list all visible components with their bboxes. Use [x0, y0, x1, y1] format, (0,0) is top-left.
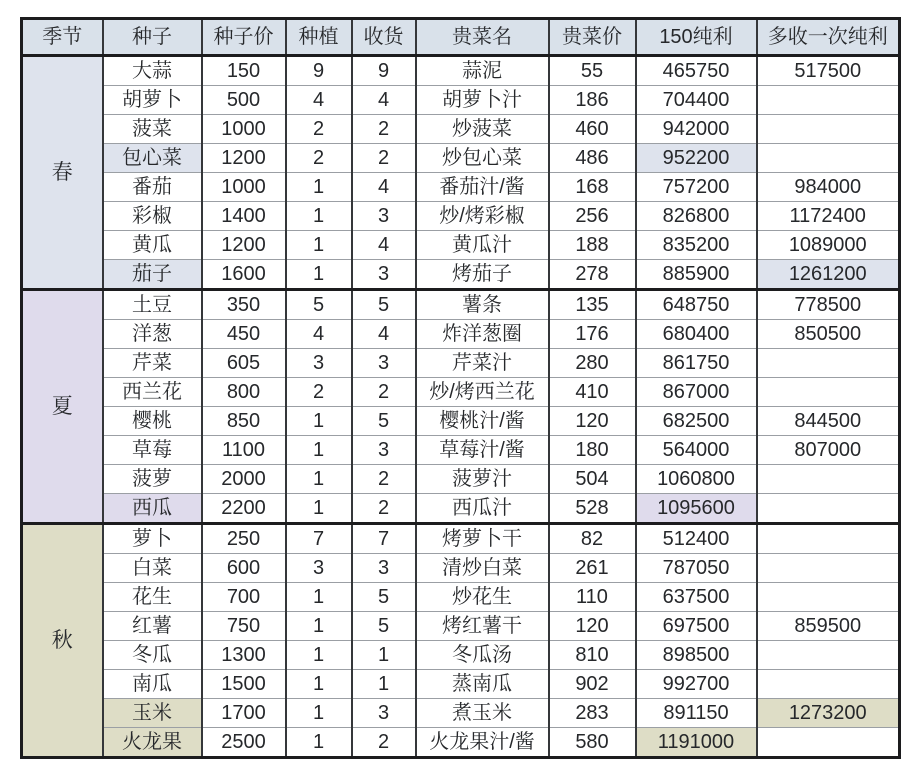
- cell-dish_price: 460: [549, 115, 636, 144]
- cell-dish: 烤萝卜干: [416, 524, 549, 554]
- cell-dish: 烤红薯干: [416, 612, 549, 641]
- cell-dish_price: 110: [549, 583, 636, 612]
- cell-profit150: 835200: [636, 231, 757, 260]
- cell-seed_price: 700: [202, 583, 286, 612]
- cell-seed: 冬瓜: [103, 641, 202, 670]
- cell-extra: [757, 115, 900, 144]
- cell-seed: 胡萝卜: [103, 86, 202, 115]
- cell-plant: 1: [286, 465, 352, 494]
- cell-dish_price: 261: [549, 554, 636, 583]
- cell-harvest: 5: [352, 290, 416, 320]
- table-row-summer-6: [22, 436, 900, 465]
- column-header-season: 季节: [22, 19, 103, 56]
- cell-extra: [757, 728, 900, 758]
- cell-seed: 草莓: [103, 436, 202, 465]
- cell-extra: [757, 670, 900, 699]
- cell-seed: 菠菜: [103, 115, 202, 144]
- cell-plant: 1: [286, 436, 352, 465]
- cell-harvest: 2: [352, 144, 416, 173]
- cell-harvest: 3: [352, 202, 416, 231]
- cell-dish: 草莓汁/酱: [416, 436, 549, 465]
- cell-dish_price: 186: [549, 86, 636, 115]
- cell-extra: 984000: [757, 173, 900, 202]
- column-header-plant: 种植: [286, 19, 352, 56]
- cell-seed_price: 1600: [202, 260, 286, 290]
- table-row-spring-7: [22, 231, 900, 260]
- cell-plant: 1: [286, 231, 352, 260]
- cell-plant: 3: [286, 349, 352, 378]
- cell-seed: 南瓜: [103, 670, 202, 699]
- table-body: [22, 56, 900, 758]
- cell-dish: 蒸南瓜: [416, 670, 549, 699]
- cell-harvest: 4: [352, 320, 416, 349]
- column-header-harvest: 收货: [352, 19, 416, 56]
- cell-seed: 红薯: [103, 612, 202, 641]
- cell-profit150: 992700: [636, 670, 757, 699]
- cell-harvest: 2: [352, 378, 416, 407]
- cell-seed_price: 1400: [202, 202, 286, 231]
- cell-extra: [757, 554, 900, 583]
- cell-extra: 1273200: [757, 699, 900, 728]
- cell-plant: 1: [286, 494, 352, 524]
- cell-harvest: 3: [352, 260, 416, 290]
- cell-dish_price: 486: [549, 144, 636, 173]
- table-row-spring-3: [22, 115, 900, 144]
- cell-harvest: 4: [352, 173, 416, 202]
- cell-harvest: 2: [352, 728, 416, 758]
- cell-seed_price: 1200: [202, 231, 286, 260]
- cell-harvest: 5: [352, 407, 416, 436]
- table-row-summer-4: [22, 378, 900, 407]
- table-row-spring-6: [22, 202, 900, 231]
- season-cell-autumn: 秋: [22, 524, 103, 758]
- cell-seed: 彩椒: [103, 202, 202, 231]
- cell-profit150: 680400: [636, 320, 757, 349]
- cell-plant: 2: [286, 115, 352, 144]
- cell-seed: 菠萝: [103, 465, 202, 494]
- cell-dish_price: 902: [549, 670, 636, 699]
- cell-profit150: 952200: [636, 144, 757, 173]
- column-header-profit150: 150纯利: [636, 19, 757, 56]
- cell-seed_price: 250: [202, 524, 286, 554]
- table-row-spring-2: [22, 86, 900, 115]
- cell-dish: 胡萝卜汁: [416, 86, 549, 115]
- cell-dish_price: 188: [549, 231, 636, 260]
- cell-dish_price: 120: [549, 612, 636, 641]
- cell-seed_price: 750: [202, 612, 286, 641]
- cell-plant: 1: [286, 612, 352, 641]
- cell-seed: 芹菜: [103, 349, 202, 378]
- cell-seed_price: 800: [202, 378, 286, 407]
- cell-plant: 9: [286, 56, 352, 86]
- cell-harvest: 3: [352, 699, 416, 728]
- cell-seed_price: 1500: [202, 670, 286, 699]
- cell-seed_price: 1000: [202, 173, 286, 202]
- cell-dish: 冬瓜汤: [416, 641, 549, 670]
- cell-profit150: 861750: [636, 349, 757, 378]
- crop-profit-table: [20, 17, 901, 759]
- cell-dish_price: 256: [549, 202, 636, 231]
- cell-dish: 芹菜汁: [416, 349, 549, 378]
- column-header-seed_price: 种子价: [202, 19, 286, 56]
- cell-dish: 清炒白菜: [416, 554, 549, 583]
- cell-plant: 7: [286, 524, 352, 554]
- cell-harvest: 5: [352, 583, 416, 612]
- cell-dish: 黄瓜汁: [416, 231, 549, 260]
- cell-plant: 4: [286, 86, 352, 115]
- cell-extra: [757, 583, 900, 612]
- cell-extra: 850500: [757, 320, 900, 349]
- cell-harvest: 3: [352, 349, 416, 378]
- cell-plant: 1: [286, 699, 352, 728]
- cell-extra: 1172400: [757, 202, 900, 231]
- cell-extra: 1089000: [757, 231, 900, 260]
- cell-seed: 包心菜: [103, 144, 202, 173]
- table-row-spring-4: [22, 144, 900, 173]
- table-row-summer-7: [22, 465, 900, 494]
- cell-dish: 炸洋葱圈: [416, 320, 549, 349]
- cell-seed: 洋葱: [103, 320, 202, 349]
- cell-profit150: 891150: [636, 699, 757, 728]
- cell-seed_price: 1100: [202, 436, 286, 465]
- cell-plant: 3: [286, 554, 352, 583]
- table-row-autumn-1: [22, 524, 900, 554]
- cell-plant: 1: [286, 260, 352, 290]
- cell-seed_price: 500: [202, 86, 286, 115]
- cell-harvest: 3: [352, 436, 416, 465]
- column-header-seed: 种子: [103, 19, 202, 56]
- cell-seed: 花生: [103, 583, 202, 612]
- table-row-summer-1: [22, 290, 900, 320]
- cell-profit150: 1095600: [636, 494, 757, 524]
- table-row-summer-5: [22, 407, 900, 436]
- cell-dish: 炒包心菜: [416, 144, 549, 173]
- table-row-summer-8: [22, 494, 900, 524]
- cell-dish_price: 135: [549, 290, 636, 320]
- cell-dish_price: 410: [549, 378, 636, 407]
- column-header-dish: 贵菜名: [416, 19, 549, 56]
- cell-harvest: 4: [352, 231, 416, 260]
- cell-extra: [757, 349, 900, 378]
- cell-plant: 1: [286, 670, 352, 699]
- cell-seed_price: 2500: [202, 728, 286, 758]
- cell-dish: 炒/烤西兰花: [416, 378, 549, 407]
- cell-seed: 玉米: [103, 699, 202, 728]
- cell-seed_price: 850: [202, 407, 286, 436]
- cell-plant: 5: [286, 290, 352, 320]
- cell-profit150: 826800: [636, 202, 757, 231]
- table-row-summer-2: [22, 320, 900, 349]
- season-cell-summer: 夏: [22, 290, 103, 524]
- cell-seed: 土豆: [103, 290, 202, 320]
- cell-plant: 1: [286, 641, 352, 670]
- cell-harvest: 2: [352, 494, 416, 524]
- cell-dish_price: 120: [549, 407, 636, 436]
- cell-seed_price: 600: [202, 554, 286, 583]
- cell-harvest: 4: [352, 86, 416, 115]
- cell-harvest: 9: [352, 56, 416, 86]
- cell-seed: 樱桃: [103, 407, 202, 436]
- cell-extra: 844500: [757, 407, 900, 436]
- cell-dish: 番茄汁/酱: [416, 173, 549, 202]
- cell-harvest: 3: [352, 554, 416, 583]
- cell-dish_price: 278: [549, 260, 636, 290]
- cell-harvest: 1: [352, 670, 416, 699]
- cell-plant: 2: [286, 378, 352, 407]
- cell-seed: 白菜: [103, 554, 202, 583]
- cell-profit150: 942000: [636, 115, 757, 144]
- cell-profit150: 682500: [636, 407, 757, 436]
- table-row-autumn-4: [22, 612, 900, 641]
- cell-extra: [757, 144, 900, 173]
- cell-seed_price: 1300: [202, 641, 286, 670]
- cell-seed_price: 605: [202, 349, 286, 378]
- cell-profit150: 898500: [636, 641, 757, 670]
- cell-extra: 1261200: [757, 260, 900, 290]
- table-row-autumn-3: [22, 583, 900, 612]
- table-row-spring-8: [22, 260, 900, 290]
- cell-profit150: 697500: [636, 612, 757, 641]
- table-header: [22, 19, 900, 56]
- cell-extra: 807000: [757, 436, 900, 465]
- cell-extra: 778500: [757, 290, 900, 320]
- cell-profit150: 787050: [636, 554, 757, 583]
- cell-seed: 西瓜: [103, 494, 202, 524]
- cell-extra: [757, 378, 900, 407]
- cell-dish: 烤茄子: [416, 260, 549, 290]
- table-row-autumn-8: [22, 728, 900, 758]
- table-row-autumn-6: [22, 670, 900, 699]
- cell-plant: 2: [286, 144, 352, 173]
- table-row-spring-5: [22, 173, 900, 202]
- cell-dish_price: 810: [549, 641, 636, 670]
- cell-seed: 大蒜: [103, 56, 202, 86]
- cell-seed: 茄子: [103, 260, 202, 290]
- header-row: [22, 19, 900, 56]
- cell-profit150: 564000: [636, 436, 757, 465]
- cell-dish_price: 176: [549, 320, 636, 349]
- table-row-autumn-5: [22, 641, 900, 670]
- cell-extra: [757, 494, 900, 524]
- cell-seed_price: 2000: [202, 465, 286, 494]
- cell-dish: 炒菠菜: [416, 115, 549, 144]
- cell-profit150: 648750: [636, 290, 757, 320]
- cell-dish: 蒜泥: [416, 56, 549, 86]
- cell-harvest: 1: [352, 641, 416, 670]
- cell-dish: 樱桃汁/酱: [416, 407, 549, 436]
- cell-dish: 薯条: [416, 290, 549, 320]
- cell-dish: 菠萝汁: [416, 465, 549, 494]
- cell-dish_price: 180: [549, 436, 636, 465]
- cell-extra: [757, 641, 900, 670]
- cell-harvest: 5: [352, 612, 416, 641]
- cell-harvest: 2: [352, 465, 416, 494]
- cell-seed: 番茄: [103, 173, 202, 202]
- cell-dish_price: 55: [549, 56, 636, 86]
- cell-plant: 1: [286, 202, 352, 231]
- cell-dish_price: 580: [549, 728, 636, 758]
- cell-seed_price: 350: [202, 290, 286, 320]
- cell-seed_price: 450: [202, 320, 286, 349]
- cell-extra: [757, 524, 900, 554]
- cell-plant: 1: [286, 173, 352, 202]
- cell-dish: 煮玉米: [416, 699, 549, 728]
- cell-seed: 黄瓜: [103, 231, 202, 260]
- cell-dish: 炒/烤彩椒: [416, 202, 549, 231]
- cell-extra: 517500: [757, 56, 900, 86]
- cell-dish: 火龙果汁/酱: [416, 728, 549, 758]
- cell-dish_price: 283: [549, 699, 636, 728]
- season-cell-spring: 春: [22, 56, 103, 290]
- cell-profit150: 1191000: [636, 728, 757, 758]
- cell-profit150: 757200: [636, 173, 757, 202]
- cell-seed: 火龙果: [103, 728, 202, 758]
- table-row-spring-1: [22, 56, 900, 86]
- column-header-dish_price: 贵菜价: [549, 19, 636, 56]
- cell-seed_price: 1700: [202, 699, 286, 728]
- cell-extra: [757, 465, 900, 494]
- cell-profit150: 1060800: [636, 465, 757, 494]
- cell-profit150: 704400: [636, 86, 757, 115]
- cell-extra: [757, 86, 900, 115]
- cell-extra: 859500: [757, 612, 900, 641]
- cell-profit150: 867000: [636, 378, 757, 407]
- cell-dish: 炒花生: [416, 583, 549, 612]
- column-header-extra: 多收一次纯利: [757, 19, 900, 56]
- cell-profit150: 512400: [636, 524, 757, 554]
- table-row-autumn-7: [22, 699, 900, 728]
- cell-dish_price: 528: [549, 494, 636, 524]
- cell-seed: 萝卜: [103, 524, 202, 554]
- cell-seed_price: 1200: [202, 144, 286, 173]
- cell-dish_price: 504: [549, 465, 636, 494]
- cell-harvest: 7: [352, 524, 416, 554]
- cell-plant: 1: [286, 583, 352, 612]
- cell-dish_price: 280: [549, 349, 636, 378]
- cell-plant: 4: [286, 320, 352, 349]
- cell-dish_price: 168: [549, 173, 636, 202]
- cell-profit150: 465750: [636, 56, 757, 86]
- table-row-autumn-2: [22, 554, 900, 583]
- table-row-summer-3: [22, 349, 900, 378]
- cell-seed: 西兰花: [103, 378, 202, 407]
- cell-profit150: 637500: [636, 583, 757, 612]
- cell-seed_price: 1000: [202, 115, 286, 144]
- cell-dish_price: 82: [549, 524, 636, 554]
- cell-seed_price: 2200: [202, 494, 286, 524]
- cell-dish: 西瓜汁: [416, 494, 549, 524]
- cell-seed_price: 150: [202, 56, 286, 86]
- cell-harvest: 2: [352, 115, 416, 144]
- cell-profit150: 885900: [636, 260, 757, 290]
- cell-plant: 1: [286, 728, 352, 758]
- cell-plant: 1: [286, 407, 352, 436]
